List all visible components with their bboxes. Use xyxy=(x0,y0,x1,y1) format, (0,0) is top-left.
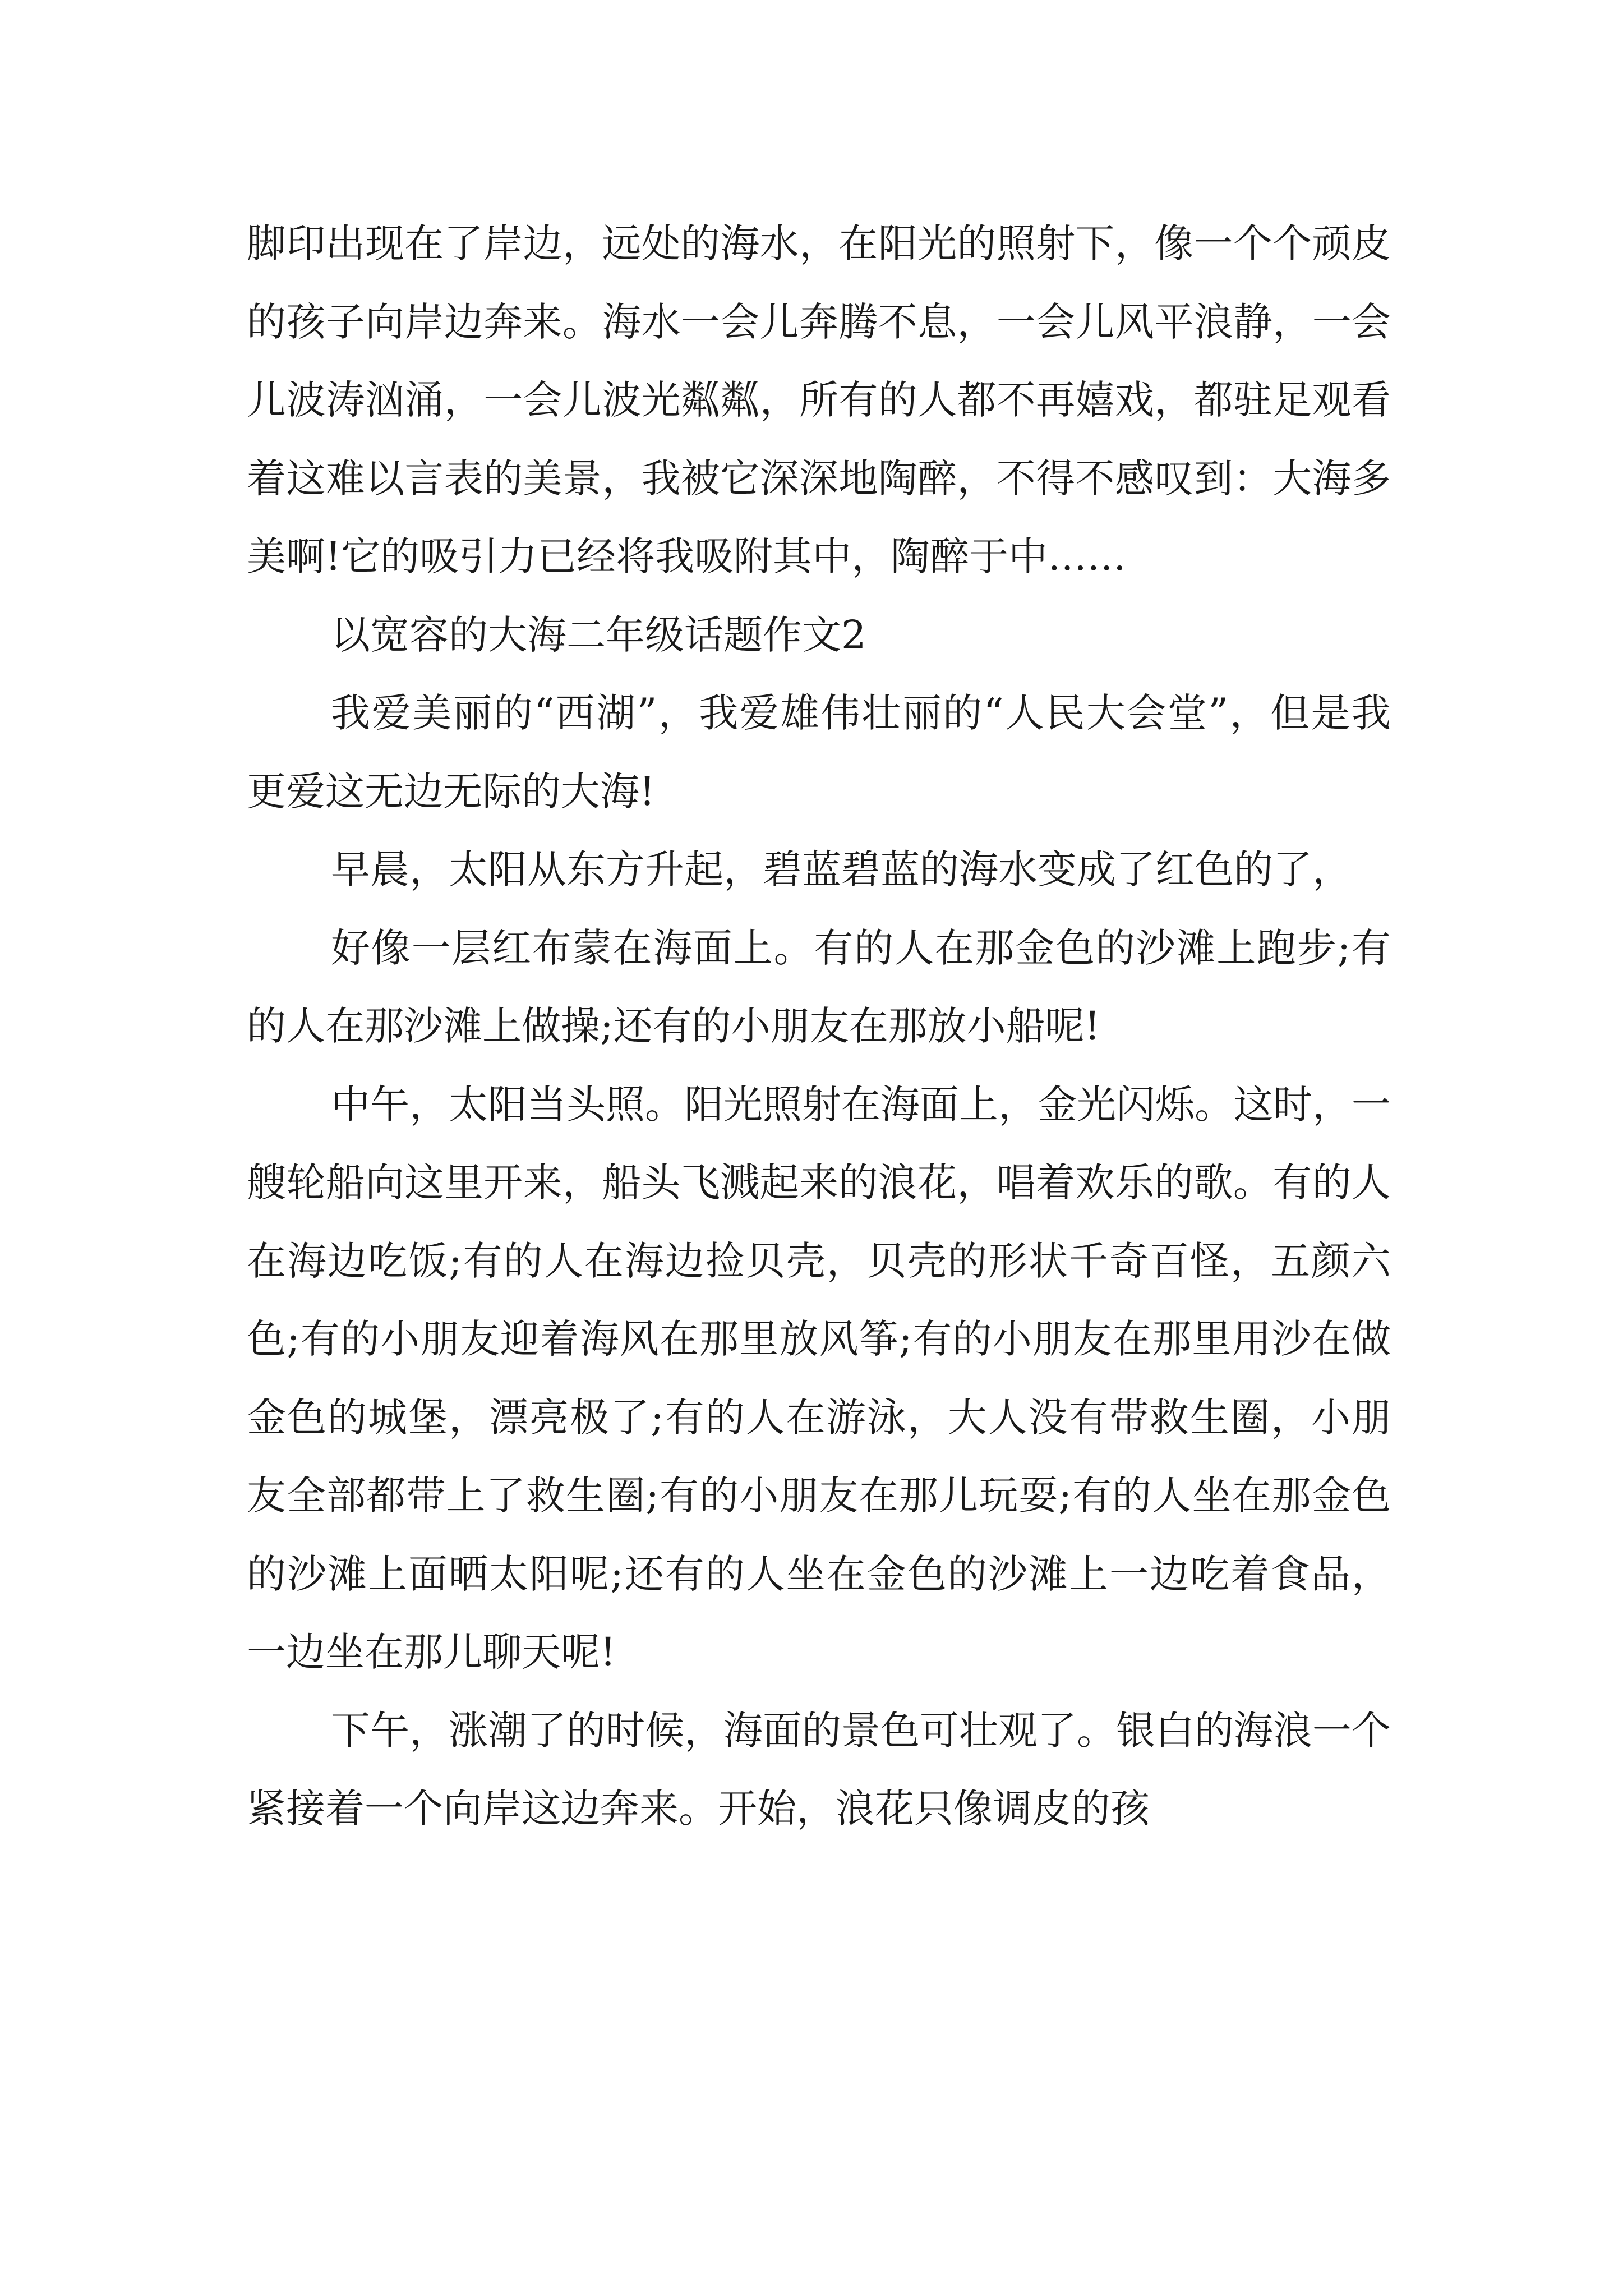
essay-title: 以宽容的大海二年级话题作文2 xyxy=(331,611,866,658)
paragraph-continuation: 脚印出现在了岸边，远处的海水，在阳光的照射下，像一个个顽皮的孩子向岸边奔来。海水一会儿奔腾不息，一会儿风平浪静，一会儿波涛汹涌，一会儿波光粼粼，所有的人都不再嬉戏，都驻足观看着这难以言表的美景，我被它深深地陶醉，不得不感叹到：大海多美啊!它的吸引力已经将我吸附其中，陶醉于中…… xyxy=(247,220,1391,579)
paragraph: 好像一层红布蒙在海面上。有的人在那金色的沙滩上跑步;有的人在那沙滩上做操;还有的小朋友在那放小船呢! xyxy=(247,924,1391,1049)
paragraph: 下午，涨潮了的时候，海面的景色可壮观了。银白的海浪一个紧接着一个向岸这边奔来。开始，浪花只像调皮的孩 xyxy=(247,1707,1391,1832)
paragraph: 早晨，太阳从东方升起，碧蓝碧蓝的海水变成了红色的了， xyxy=(331,846,1352,892)
paragraph: 中午，太阳当头照。阳光照射在海面上，金光闪烁。这时，一艘轮船向这里开来，船头飞溅起来的浪花，唱着欢乐的歌。有的人在海边吃饭;有的人在海边捡贝壳，贝壳的形状千奇百怪，五颜六色;有的小朋友迎着海风在那里放风筝;有的小朋友在那里用沙在做金色的城堡，漂亮极了;有的人在游泳，大人没有带救生圈，小朋友全部都带上了救生圈;有的小朋友在那儿玩耍;有的人坐在那金色的沙滩上面晒太阳呢;还有的人坐在金色的沙滩上一边吃着食品，一边坐在那儿聊天呢! xyxy=(247,1081,1391,1675)
article-body xyxy=(247,205,1391,1848)
paragraph: 我爱美丽的“西湖”，我爱雄伟壮丽的“人民大会堂”，但是我更爱这无边无际的大海! xyxy=(247,690,1391,815)
